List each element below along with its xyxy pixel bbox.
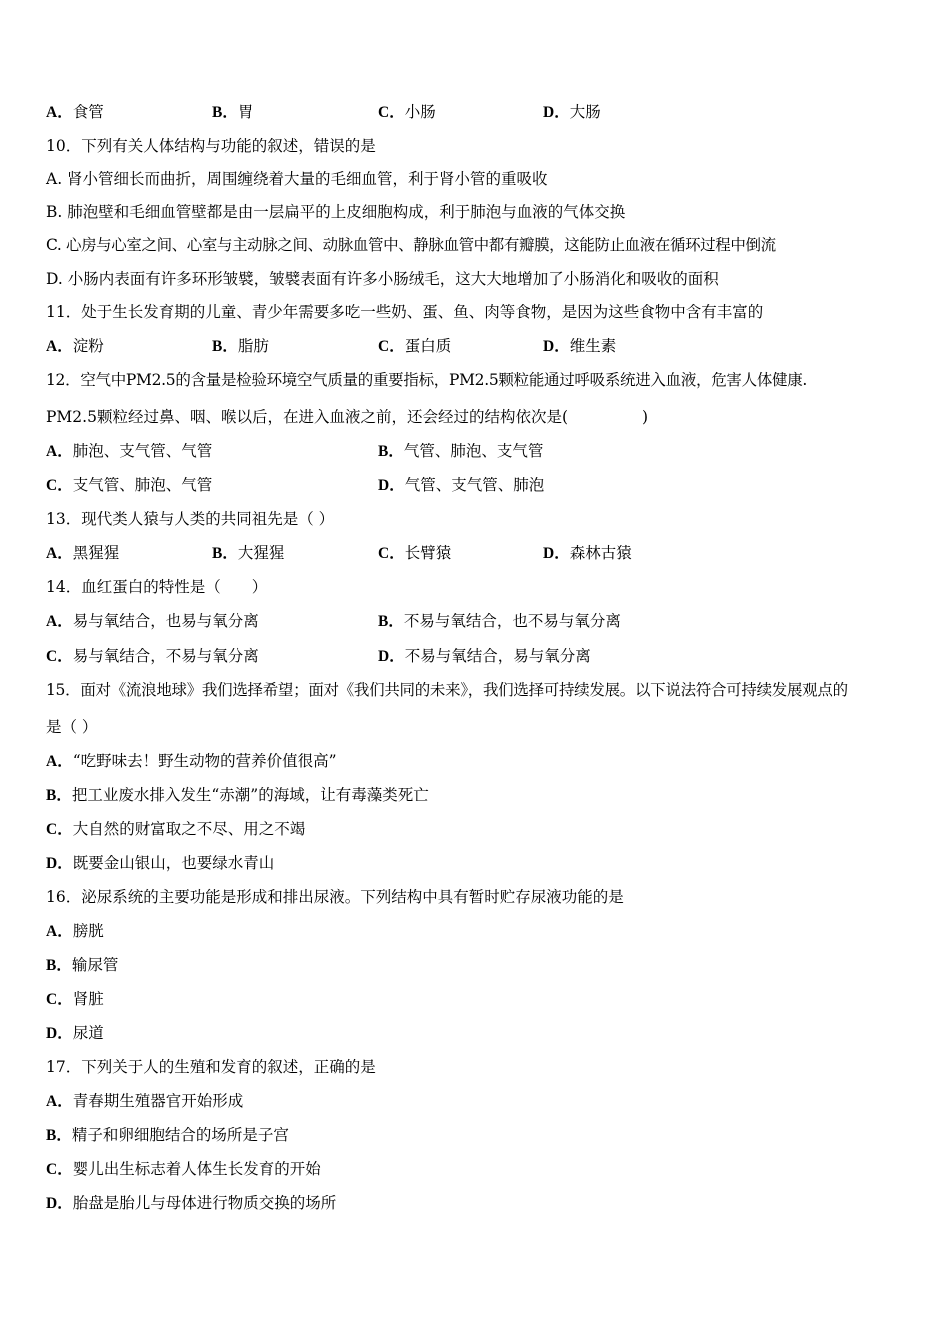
option-b[interactable]: B. 肺泡壁和毛细血管壁都是由一层扁平的上皮细胞构成，利于肺泡与血液的气体交换 (46, 203, 626, 221)
option-b[interactable]: B．不易与氧结合，也不易与氧分离 (378, 612, 621, 630)
option-c[interactable]: C．易与氧结合，不易与氧分离 (46, 647, 259, 665)
question-stem: 16．泌尿系统的主要功能是形成和排出尿液。下列结构中具有暂时贮存尿液功能的是 (46, 888, 624, 906)
option-a[interactable]: A．青春期生殖器官开始形成 (46, 1092, 244, 1110)
option-d[interactable]: D．维生素 (543, 337, 617, 355)
option-d[interactable]: D．尿道 (46, 1024, 104, 1042)
option-a[interactable]: A．“吃野味去！野生动物的营养价值很高” (46, 752, 337, 770)
question-stem: 17．下列关于人的生殖和发育的叙述，正确的是 (46, 1058, 376, 1076)
question-stem: 14．血红蛋白的特性是（ ） (46, 578, 268, 596)
option-c[interactable]: C．支气管、肺泡、气管 (46, 476, 213, 494)
option-a[interactable]: A．肺泡、支气管、气管 (46, 442, 213, 460)
option-d[interactable]: D．气管、支气管、肺泡 (378, 476, 545, 494)
option-d[interactable]: D．不易与氧结合，易与氧分离 (378, 647, 591, 665)
option-c[interactable]: C．肾脏 (46, 990, 104, 1008)
option-b[interactable]: B．输尿管 (46, 956, 119, 974)
question-stem-line-2: PM2.5颗粒经过鼻、咽、喉以后，在进入血液之前，还会经过的结构依次是( ) (46, 408, 649, 426)
option-a[interactable]: A．淀粉 (46, 337, 104, 355)
option-c[interactable]: C．蛋白质 (378, 337, 452, 355)
option-c[interactable]: C．小肠 (378, 103, 436, 121)
option-c[interactable]: C．长臂猿 (378, 544, 452, 562)
option-d[interactable]: D．既要金山银山，也要绿水青山 (46, 854, 275, 872)
option-a[interactable]: A．易与氧结合，也易与氧分离 (46, 612, 259, 630)
option-d[interactable]: D. 小肠内表面有许多环形皱襞，皱襞表面有许多小肠绒毛，这大大地增加了小肠消化和吸收的面积 (46, 270, 719, 288)
option-d[interactable]: D．森林古猿 (543, 544, 632, 562)
option-b[interactable]: B．大猩猩 (212, 544, 285, 562)
question-stem-line-1: 15．面对《流浪地球》我们选择希望；面对《我们共同的未来》，我们选择可持续发展。以下说法符合可持续发展观点的 (46, 681, 848, 699)
option-a[interactable]: A．黑猩猩 (46, 544, 120, 562)
option-b[interactable]: B．脂肪 (212, 337, 269, 355)
option-b[interactable]: B．精子和卵细胞结合的场所是子宫 (46, 1126, 289, 1144)
option-c[interactable]: C．大自然的财富取之不尽、用之不竭 (46, 820, 306, 838)
option-d[interactable]: D．大肠 (543, 103, 601, 121)
option-c[interactable]: C．婴儿出生标志着人体生长发育的开始 (46, 1160, 321, 1178)
option-b[interactable]: B．把工业废水排入发生“赤潮”的海域，让有毒藻类死亡 (46, 786, 429, 804)
option-c[interactable]: C. 心房与心室之间、心室与主动脉之间、动脉血管中、静脉血管中都有瓣膜，这能防止血液在循环过程中倒流 (46, 236, 776, 254)
option-a[interactable]: A．食管 (46, 103, 104, 121)
question-stem-line-1: 12．空气中PM2.5的含量是检验环境空气质量的重要指标，PM2.5颗粒能通过呼吸系统进入血液，危害人体健康. (46, 371, 808, 389)
option-b[interactable]: B．胃 (212, 103, 254, 121)
option-a[interactable]: A. 肾小管细长而曲折，周围缠绕着大量的毛细血管，利于肾小管的重吸收 (46, 170, 548, 188)
question-stem: 10．下列有关人体结构与功能的叙述，错误的是 (46, 137, 376, 155)
option-d[interactable]: D．胎盘是胎儿与母体进行物质交换的场所 (46, 1194, 337, 1212)
question-stem-line-2: 是（ ） (46, 718, 98, 736)
option-b[interactable]: B．气管、肺泡、支气管 (378, 442, 544, 460)
option-a[interactable]: A．膀胱 (46, 922, 104, 940)
question-stem: 11．处于生长发育期的儿童、青少年需要多吃一些奶、蛋、鱼、肉等食物，是因为这些食物中含有丰富的 (46, 303, 764, 321)
question-stem: 13．现代类人猿与人类的共同祖先是（ ） (46, 510, 335, 528)
